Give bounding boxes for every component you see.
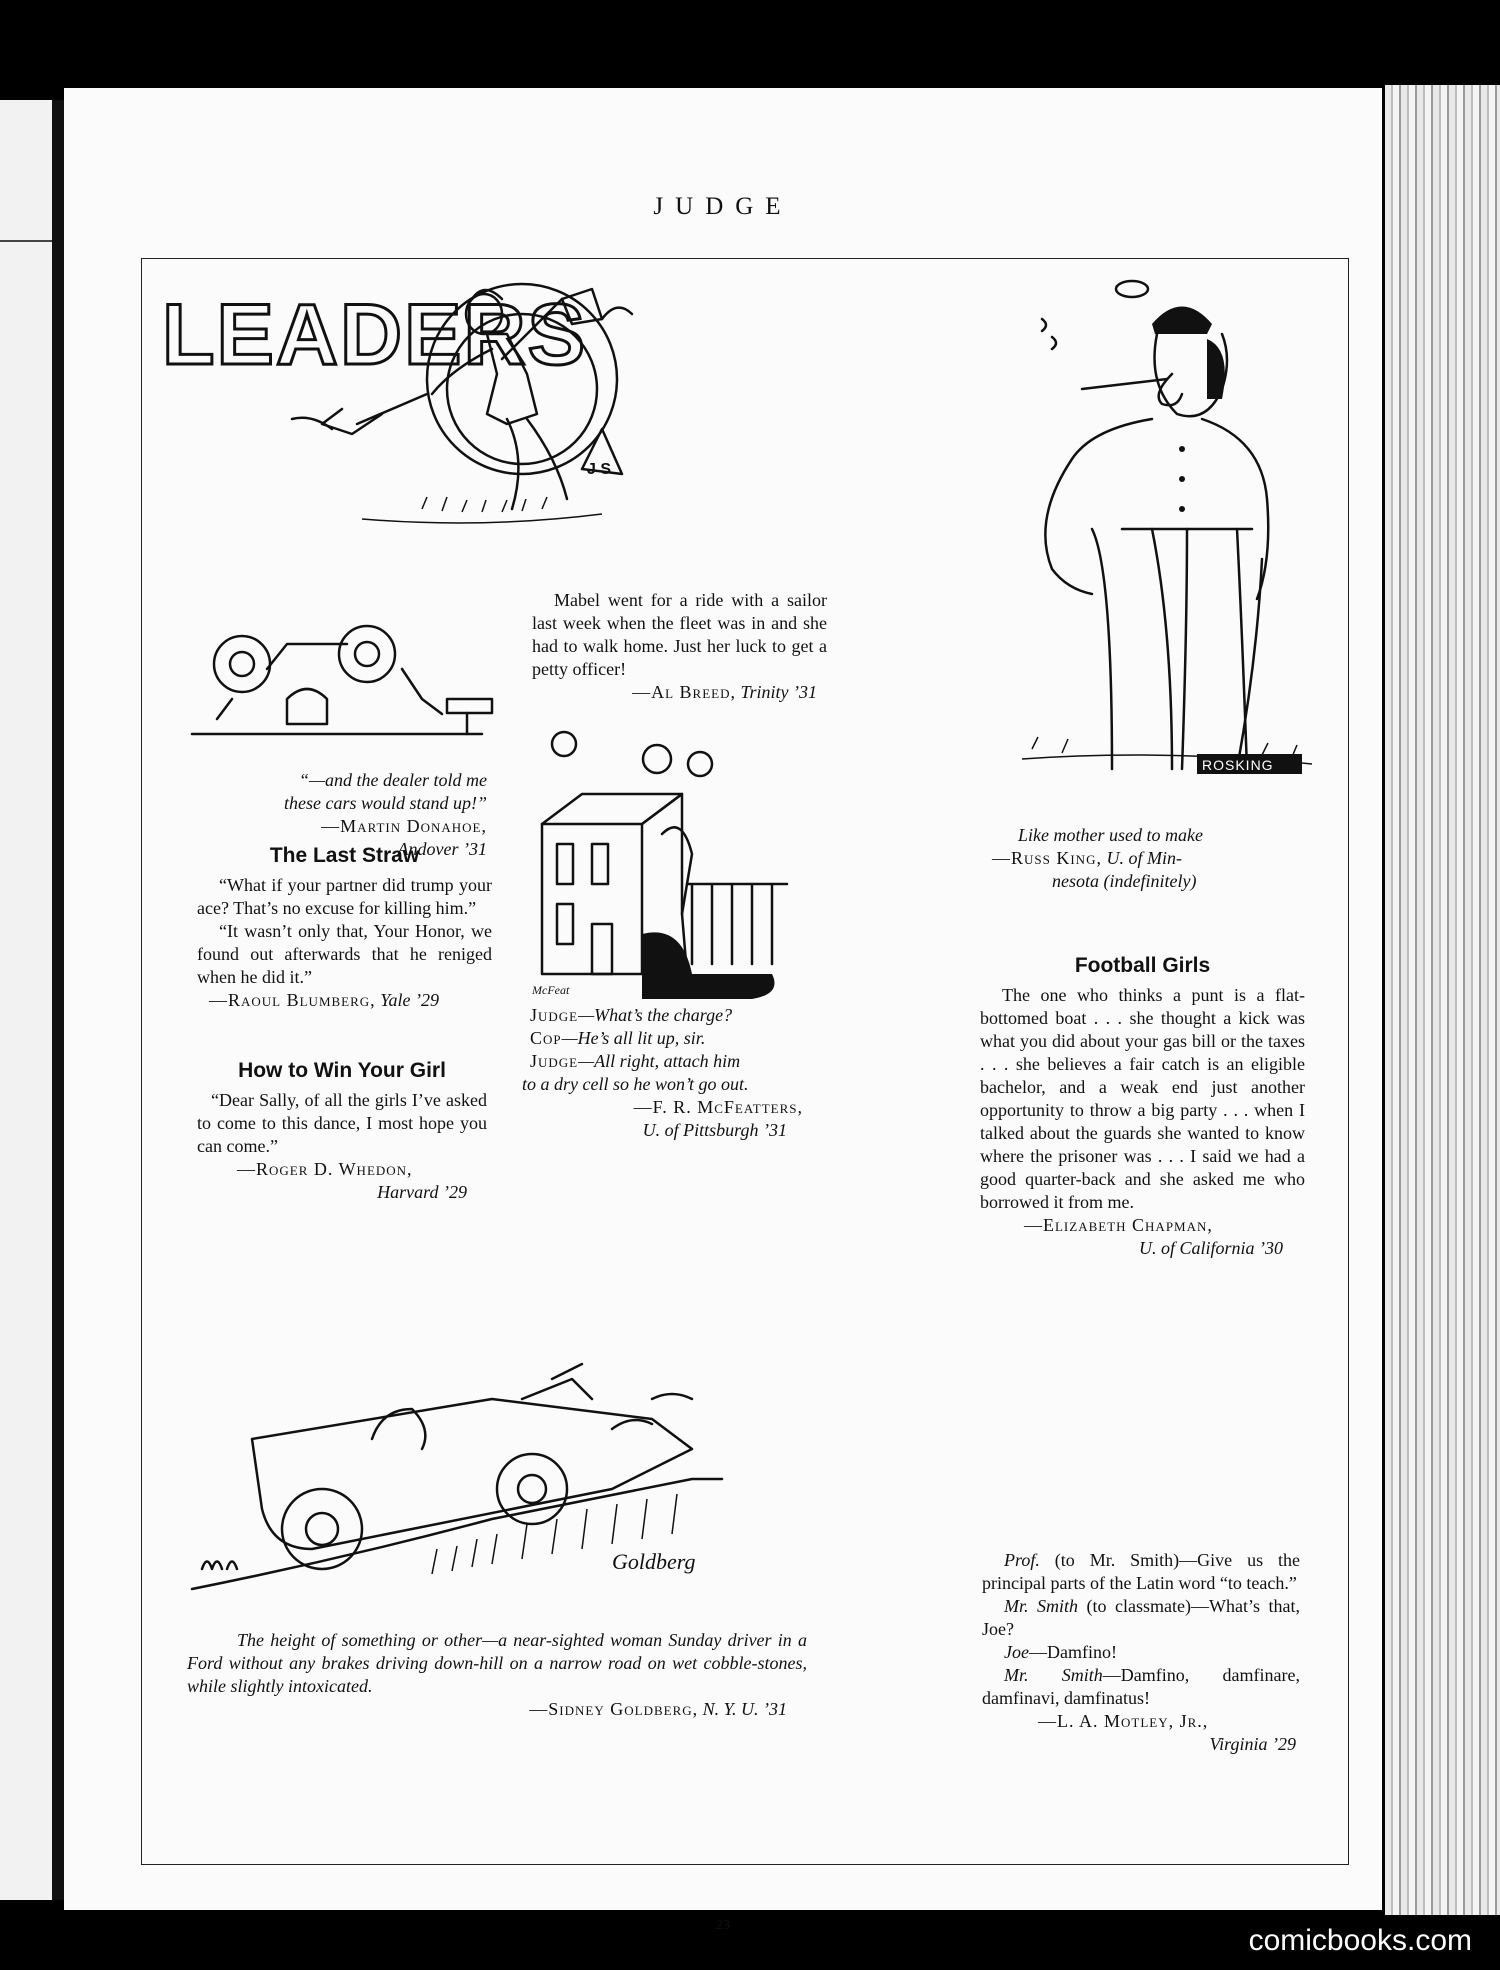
latin-line-3-speaker: Joe [1004, 1642, 1029, 1662]
football-girls-heading: Football Girls [1074, 954, 1211, 977]
last-straw-piece [197, 844, 492, 1012]
latin-line-4-speaker: Mr. Smith [1004, 1665, 1103, 1685]
mabel-joke [532, 589, 827, 704]
last-straw-credit-name: —Raoul Blumberg, [209, 990, 376, 1010]
mother-caption [992, 824, 1292, 893]
football-girls-piece [980, 954, 1305, 1260]
win-girl-credit-school: Harvard ’29 [377, 1182, 467, 1202]
latin-line-4 [982, 1664, 1300, 1710]
previous-page-rule [0, 240, 52, 242]
latin-line-2-text: (to classmate)—What’s that, Joe? [982, 1596, 1301, 1639]
mother-caption-text: Like mother used to make [1018, 825, 1203, 845]
mabel-credit [532, 681, 827, 704]
mother-credit-school-2: nesota (indefinitely) [1052, 871, 1197, 891]
judge-cop-line-1 [522, 1004, 817, 1027]
megaphone-letters: J S [587, 461, 612, 478]
win-girl-piece [197, 1059, 487, 1204]
sunday-driver-caption [187, 1629, 807, 1721]
sunday-driver-credit-school: N. Y. U. ’31 [702, 1699, 787, 1719]
sunday-driver-car-illustration [192, 1359, 722, 1609]
previous-page-edge [0, 100, 52, 1900]
cars-caption-line-1: “—and the dealer told me [299, 770, 487, 790]
latin-line-2 [982, 1595, 1300, 1641]
latin-line-2-speaker: Mr. Smith [1004, 1596, 1079, 1616]
latin-line-1-speaker: Prof. [1004, 1550, 1040, 1570]
latin-line-4-text: —Damfino, damfinare, damfinavi, damfinatus! [982, 1665, 1300, 1708]
latin-credit-name: —L. A. Motley, Jr., [1038, 1711, 1209, 1731]
judge-cop-line-3 [522, 1050, 817, 1073]
judge-cop-caption [522, 1004, 817, 1142]
judge-cop-line-2 [522, 1027, 817, 1050]
latin-line-3 [982, 1641, 1300, 1664]
judge-cop-line-3-speaker: Judge [530, 1051, 579, 1071]
last-straw-para-1: “What if your partner did trump your ace? That’s no excuse for killing him.” [197, 875, 492, 918]
content-frame [141, 258, 1349, 1865]
mabel-text: Mabel went for a ride with a sailor last week when the fleet was in and she had to walk home. Just her luck to get a petty officer! [532, 590, 827, 679]
sunday-driver-credit-name: —Sidney Goldberg, [529, 1699, 699, 1719]
cop-building-illustration [522, 734, 802, 1004]
goldberg-signature: Goldberg [612, 1549, 696, 1574]
latin-credit-school: Virginia ’29 [1209, 1734, 1296, 1754]
judge-cop-line-1-text: —What’s the charge? [578, 1005, 733, 1025]
cars-caption-line-2: these cars would stand up!” [283, 793, 487, 813]
football-girls-credit-school: U. of California ’30 [1138, 1238, 1283, 1258]
mabel-credit-name: —Al Breed, [632, 682, 736, 702]
sunday-driver-credit [187, 1698, 807, 1721]
overturned-car-illustration [192, 629, 512, 749]
page-stack-edge [1385, 85, 1500, 1915]
judge-cop-line-2-speaker: Cop [530, 1028, 562, 1048]
mother-credit-name: —Russ King, [992, 848, 1102, 868]
book-gutter [52, 100, 64, 1900]
page-number: 23 [716, 1918, 730, 1933]
running-head: JUDGE [653, 193, 793, 220]
latin-joke [982, 1549, 1300, 1756]
sunday-driver-caption-text: The height of something or other—a near-sighted woman Sunday driver in a Ford without any brakes driving down-hill on a narrow road on wet cobble-stones, while slightly intoxicated. [187, 1630, 807, 1696]
last-straw-para-2: “It wasn’t only that, Your Honor, we found out afterwards that he reniged when he did it.” [197, 921, 492, 987]
latin-line-1-text: (to Mr. Smith)—Give us the principal parts of the Latin word “to teach.” [982, 1550, 1300, 1593]
football-girls-text: The one who thinks a punt is a flat-bottomed boat . . . she thought a kick was what you did about your gas bill or the taxes . . . she believes a fair catch is an eligible bachelor, and a weak end just another opportunity to throw a big party . . . when I talked about the guards she wanted to know where the prisoner was . . . I said we had a good quarter-back and she asked me who borrowed it from me. [980, 985, 1305, 1212]
leaders-title-lettering: LEADERS [162, 287, 587, 383]
man-with-cigar-illustration [1022, 279, 1312, 779]
judge-cop-line-3-text: —All right, attach him [578, 1051, 741, 1071]
magazine-page [64, 88, 1382, 1933]
mother-credit-school-1: U. of Min- [1106, 848, 1182, 868]
latin-line-1 [982, 1549, 1300, 1595]
latin-line-3-text: —Damfino! [1028, 1642, 1117, 1662]
win-girl-text: “Dear Sally, of all the girls I’ve asked to come to this dance, I most hope you can come.” [197, 1090, 487, 1156]
judge-cop-line-4: to a dry cell so he won’t go out. [522, 1074, 749, 1094]
rosking-signature: ROSKING [1202, 757, 1274, 773]
last-straw-heading: The Last Straw [269, 844, 420, 867]
cars-credit-name: —Martin Donahoe, [321, 816, 487, 836]
judge-cop-line-1-speaker: Judge [530, 1005, 579, 1025]
win-girl-heading: How to Win Your Girl [238, 1059, 446, 1082]
watermark: comicbooks.com [1248, 1924, 1472, 1957]
win-girl-credit-name: —Roger D. Whedon, [237, 1159, 413, 1179]
cars-credit-school: Andover ’31 [397, 839, 487, 859]
last-straw-credit [197, 989, 492, 1012]
football-girls-credit-name: —Elizabeth Chapman, [1024, 1215, 1213, 1235]
judge-cop-line-2-text: —He’s all lit up, sir. [561, 1028, 706, 1048]
last-straw-credit-school: Yale ’29 [380, 990, 440, 1010]
mother-credit [992, 847, 1292, 870]
mabel-credit-school: Trinity ’31 [740, 682, 817, 702]
mcfeat-signature: McFeat [532, 983, 570, 997]
leaders-cheerleader-illustration [162, 269, 722, 569]
judge-cop-credit-name: —F. R. McFeatters, [633, 1097, 803, 1117]
judge-cop-credit-school: U. of Pittsburgh ’31 [642, 1120, 787, 1140]
